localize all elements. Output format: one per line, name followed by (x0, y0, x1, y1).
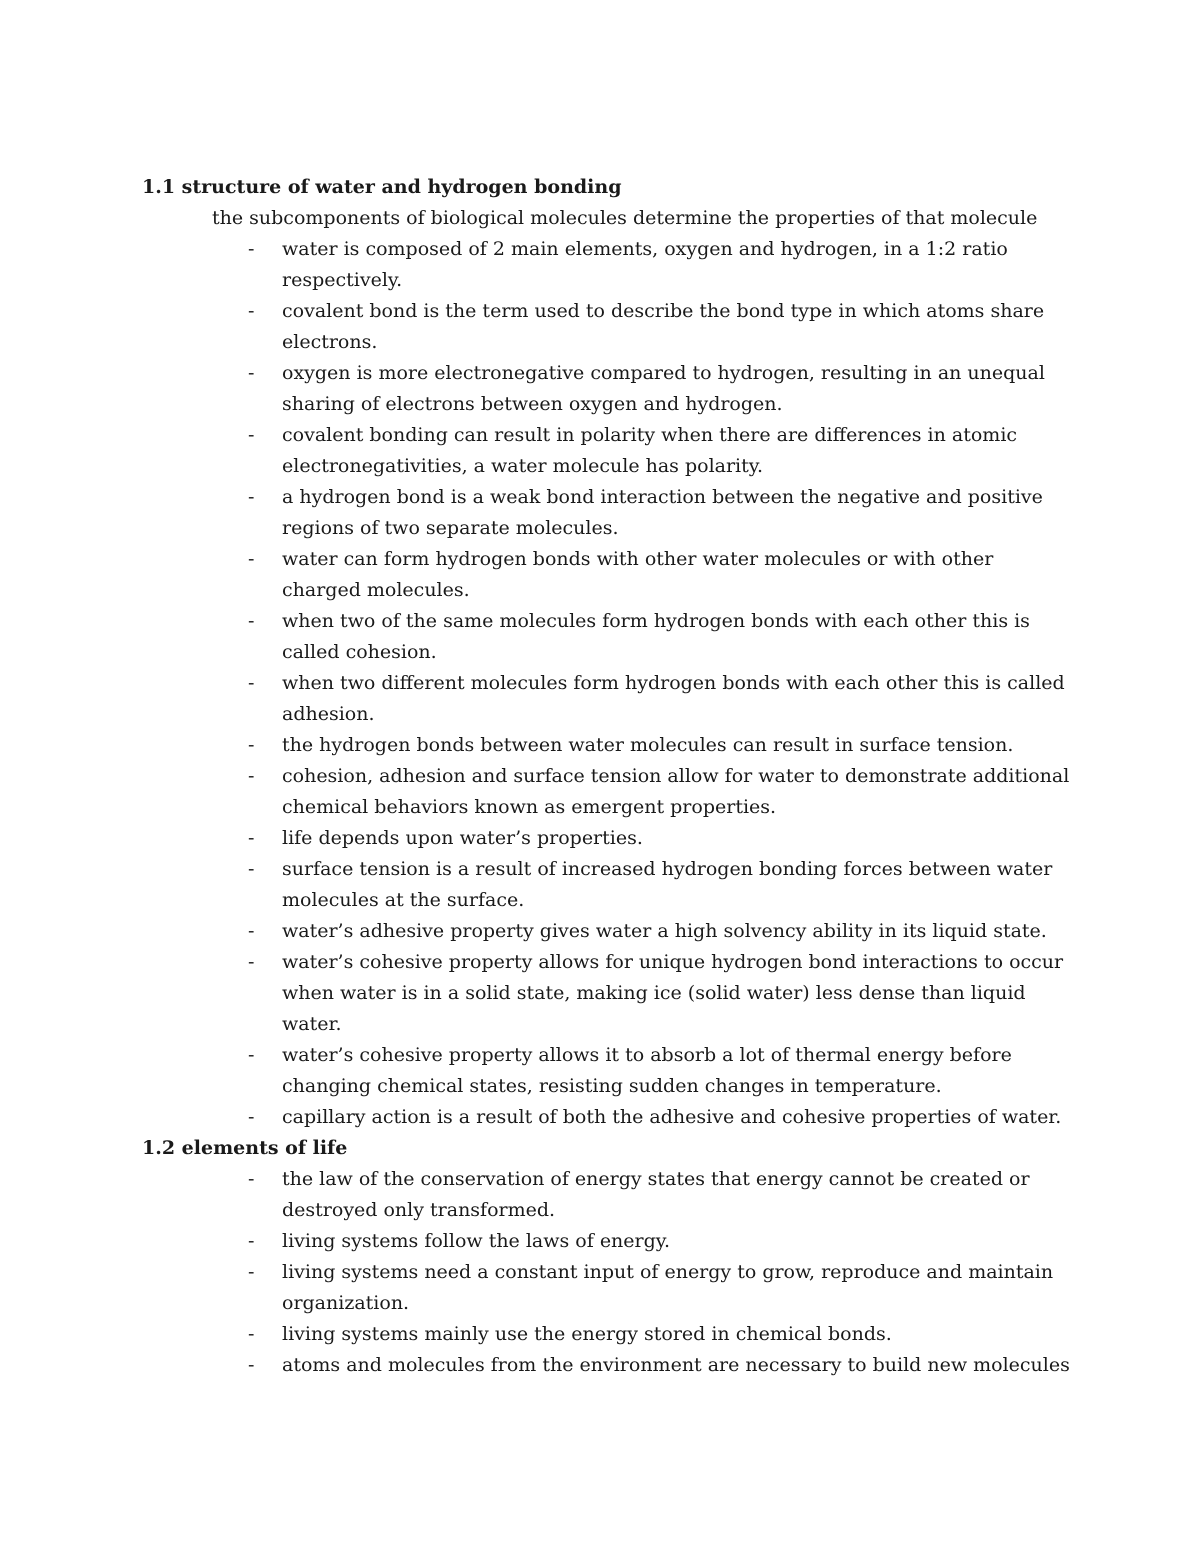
section-heading-1-1: 1.1 structure of water and hydrogen bonding (142, 176, 622, 198)
list-item (142, 947, 1072, 1040)
bullet-dash: - (248, 951, 255, 973)
bullet-dash: - (248, 1230, 255, 1252)
list-item-text: water’s cohesive property allows for unique hydrogen bond interactions to occur when water is in a solid state, making ice (solid water) less dense than liquid water. (282, 951, 1064, 1035)
list-item (142, 358, 1072, 420)
list-item-text: the law of the conservation of energy states that energy cannot be created or destroyed only transformed. (282, 1168, 1030, 1221)
list-item-text: covalent bonding can result in polarity when there are differences in atomic electronegativities, a water molecule has polarity. (282, 424, 1018, 477)
section-heading-1-2: 1.2 elements of life (142, 1137, 348, 1159)
bullet-dash: - (248, 734, 255, 756)
list-item-text: the hydrogen bonds between water molecules can result in surface tension. (282, 734, 1014, 756)
bullet-dash: - (248, 548, 255, 570)
list-item-text: water can form hydrogen bonds with other water molecules or with other charged molecules. (282, 548, 994, 601)
list-item (142, 916, 1072, 947)
list-item-text: living systems mainly use the energy stored in chemical bonds. (282, 1323, 892, 1345)
list-item (142, 482, 1072, 544)
bullet-dash: - (248, 486, 255, 508)
list-item-text: a hydrogen bond is a weak bond interaction between the negative and positive regions of two separate molecules. (282, 486, 1043, 539)
bullet-dash: - (248, 827, 255, 849)
list-item (142, 1257, 1072, 1319)
list-item (142, 296, 1072, 358)
bullet-dash: - (248, 300, 255, 322)
list-item (142, 234, 1072, 296)
bullet-dash: - (248, 1168, 255, 1190)
list-item-text: living systems need a constant input of energy to grow, reproduce and maintain organization. (282, 1261, 1054, 1314)
list-item-text: water’s adhesive property gives water a high solvency ability in its liquid state. (282, 920, 1047, 942)
bullet-dash: - (248, 610, 255, 632)
list-item (142, 1040, 1072, 1102)
list-item (142, 1319, 1072, 1350)
list-item (142, 606, 1072, 668)
list-item-text: life depends upon water’s properties. (282, 827, 643, 849)
list-item (142, 420, 1072, 482)
list-item-text: cohesion, adhesion and surface tension allow for water to demonstrate additional chemical behaviors known as emergent properties. (282, 765, 1070, 818)
bullet-list-1-2 (142, 1164, 1072, 1381)
bullet-dash: - (248, 1106, 255, 1128)
bullet-dash: - (248, 238, 255, 260)
bullet-dash: - (248, 672, 255, 694)
bullet-dash: - (248, 362, 255, 384)
bullet-dash: - (248, 920, 255, 942)
list-item-text: capillary action is a result of both the adhesive and cohesive properties of water. (282, 1106, 1062, 1128)
list-item-text: when two different molecules form hydrogen bonds with each other this is called adhesion. (282, 672, 1065, 725)
list-item-text: when two of the same molecules form hydrogen bonds with each other this is called cohesion. (282, 610, 1030, 663)
list-item (142, 1226, 1072, 1257)
list-item-text: water’s cohesive property allows it to absorb a lot of thermal energy before changing chemical states, resisting sudden changes in temperature. (282, 1044, 1012, 1097)
list-item-text: atoms and molecules from the environment are necessary to build new molecules (282, 1354, 1070, 1376)
section-intro-1-1: the subcomponents of biological molecules determine the properties of that molecule (212, 207, 1038, 229)
list-item-text: water is composed of 2 main elements, oxygen and hydrogen, in a 1:2 ratio respectively. (282, 238, 1008, 291)
list-item (142, 823, 1072, 854)
bullet-dash: - (248, 1044, 255, 1066)
bullet-dash: - (248, 1323, 255, 1345)
list-item-text: covalent bond is the term used to describe the bond type in which atoms share electrons. (282, 300, 1045, 353)
list-item (142, 1102, 1072, 1133)
list-item (142, 668, 1072, 730)
list-item (142, 730, 1072, 761)
bullet-dash: - (248, 858, 255, 880)
notes-content (142, 172, 1072, 1381)
bullet-dash: - (248, 1354, 255, 1376)
bullet-dash: - (248, 424, 255, 446)
list-item (142, 1164, 1072, 1226)
list-item (142, 761, 1072, 823)
bullet-dash: - (248, 765, 255, 787)
list-item-text: oxygen is more electronegative compared to hydrogen, resulting in an unequal sharing of electrons between oxygen and hydrogen. (282, 362, 1045, 415)
bullet-dash: - (248, 1261, 255, 1283)
list-item (142, 1350, 1072, 1381)
bullet-list-1-1 (142, 234, 1072, 1133)
list-item-text: surface tension is a result of increased hydrogen bonding forces between water molecules at the surface. (282, 858, 1053, 911)
list-item-text: living systems follow the laws of energy. (282, 1230, 671, 1252)
list-item (142, 544, 1072, 606)
list-item (142, 854, 1072, 916)
